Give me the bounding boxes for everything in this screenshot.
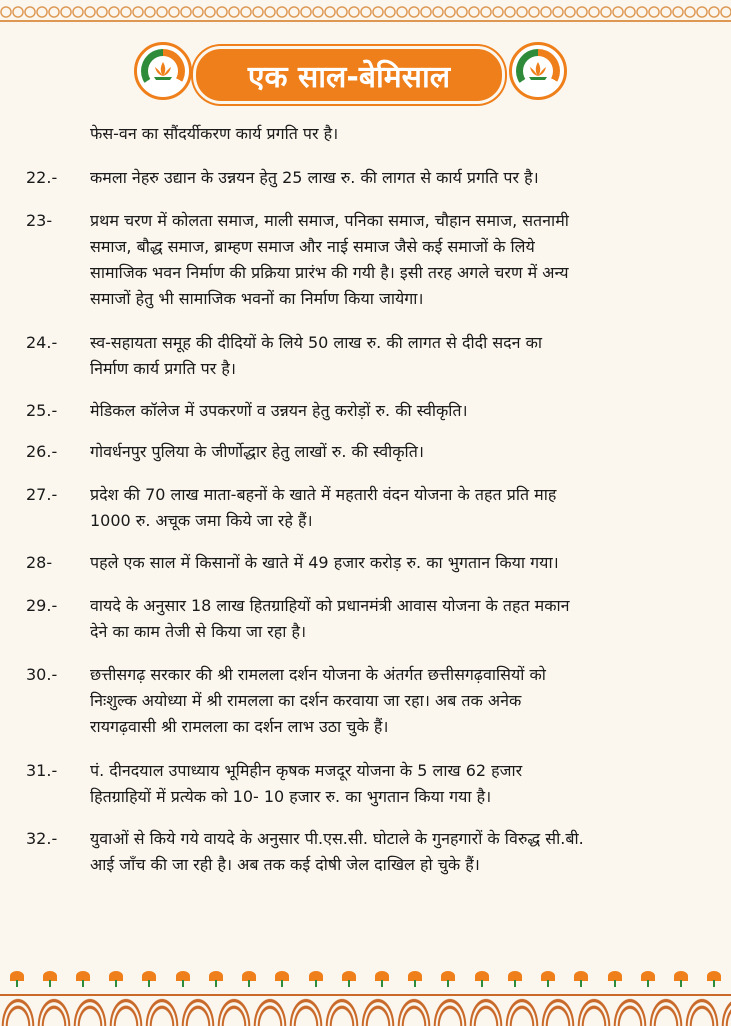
list-item-line: रायगढ़वासी श्री रामलला का दर्शन लाभ उठा चुके हैं। <box>90 717 389 736</box>
bjp-lotus-logo-left <box>134 42 192 100</box>
list-item-line: सामाजिक भवन निर्माण की प्रक्रिया प्रारंभ की गयी है। इसी तरह अगले चरण में अन्य <box>90 263 569 282</box>
list-item-line: समाज, बौद्ध समाज, ब्राम्हण समाज और नाई समाज जैसे कई समाजों के लिये <box>90 237 535 256</box>
list-item-line: पहले एक साल में किसानों के खाते में 49 हजार करोड़ रु. का भुगतान किया गया। <box>90 553 559 572</box>
header <box>0 40 731 104</box>
flower-icon <box>9 971 25 987</box>
list-item-line: प्रदेश की 70 लाख माता-बहनों के खाते में महतारी वंदन योजना के तहत प्रति माह <box>90 485 557 504</box>
page-title: एक साल-बेमिसाल <box>193 46 505 104</box>
list-item-line: छत्तीसगढ़ सरकार की श्री रामलला दर्शन योजना के अंतर्गत छत्तीसगढ़वासियों को <box>90 665 546 684</box>
list-item-number: 29.- <box>26 596 58 615</box>
lotus-icon <box>526 60 550 82</box>
list-item-line: निःशुल्क अयोध्या में श्री रामलला का दर्शन करवाया जा रहा। अब तक अनेक <box>90 691 522 710</box>
list-item-number: 23- <box>26 211 53 230</box>
flower-icon <box>640 971 656 987</box>
list-item-number: 25.- <box>26 401 58 420</box>
flower-icon <box>42 971 58 987</box>
flower-icon <box>673 971 689 987</box>
flower-icon <box>540 971 556 987</box>
list-item-line: आई जाँच की जा रही है। अब तक कई दोषी जेल दाखिल हो चुके हैं। <box>90 855 480 874</box>
list-item-line: फेस-वन का सौंदर्यीकरण कार्य प्रगति पर है। <box>90 124 339 143</box>
flower-icon <box>108 971 124 987</box>
flower-icon <box>507 971 523 987</box>
list-item-line: स्व-सहायता समूह की दीदियों के लिये 50 लाख रु. की लागत से दीदी सदन का <box>90 333 543 352</box>
bottom-decorative-border <box>0 968 731 1024</box>
flower-icon <box>474 971 490 987</box>
list-item-number: 26.- <box>26 442 58 461</box>
list-item-line: प्रथम चरण में कोलता समाज, माली समाज, पनिका समाज, चौहान समाज, सतनामी <box>90 211 569 230</box>
list-item-number: 32.- <box>26 829 58 848</box>
flower-icon <box>341 971 357 987</box>
flower-icon <box>308 971 324 987</box>
flower-icon <box>407 971 423 987</box>
list-item-line: हितग्राहियों में प्रत्येक को 10- 10 हजार रु. का भुगतान किया गया है। <box>90 787 492 806</box>
flower-icon <box>440 971 456 987</box>
list-item-line: गोवर्धनपुर पुलिया के जीर्णोद्धार हेतु लाखों रु. की स्वीकृति। <box>90 442 424 461</box>
list-item-line: समाजों हेतु भी सामाजिक भवनों का निर्माण किया जायेगा। <box>90 289 424 308</box>
list-item-line: कमला नेहरु उद्यान के उन्नयन हेतु 25 लाख रु. की लागत से कार्य प्रगति पर है। <box>90 168 539 187</box>
flower-icon <box>241 971 257 987</box>
flower-icon <box>208 971 224 987</box>
list-item-number: 28- <box>26 553 53 572</box>
list-item-line: युवाओं से किये गये वायदे के अनुसार पी.एस.सी. घोटाले के गुनहगारों के विरुद्ध सी.बी. <box>90 829 584 848</box>
list-item-line: निर्माण कार्य प्रगति पर है। <box>90 359 236 378</box>
flower-row <box>0 968 731 990</box>
list-item-number: 27.- <box>26 485 58 504</box>
flower-icon <box>374 971 390 987</box>
lotus-icon <box>151 60 175 82</box>
flower-icon <box>706 971 722 987</box>
flower-icon <box>175 971 191 987</box>
list-item-line: 1000 रु. अचूक जमा किये जा रहे हैं। <box>90 511 313 530</box>
flower-icon <box>607 971 623 987</box>
list-item-line: देने का काम तेजी से किया जा रहा है। <box>90 622 307 641</box>
flower-icon <box>274 971 290 987</box>
flower-icon <box>573 971 589 987</box>
list-item-line: वायदे के अनुसार 18 लाख हितग्राहियों को प्रधानमंत्री आवास योजना के तहत मकान <box>90 596 570 615</box>
flower-icon <box>75 971 91 987</box>
arch-pattern <box>0 994 731 1026</box>
list-item-number: 30.- <box>26 665 58 684</box>
list-item-line: पं. दीनदयाल उपाध्याय भूमिहीन कृषक मजदूर योजना के 5 लाख 62 हजार <box>90 761 523 780</box>
list-item-number: 24.- <box>26 333 58 352</box>
list-item-number: 22.- <box>26 168 58 187</box>
flower-icon <box>141 971 157 987</box>
bjp-lotus-logo-right <box>509 42 567 100</box>
list-item-number: 31.- <box>26 761 58 780</box>
top-decorative-border <box>0 0 731 24</box>
list-item-line: मेडिकल कॉलेज में उपकरणों व उन्नयन हेतु करोड़ों रु. की स्वीकृति। <box>90 401 468 420</box>
